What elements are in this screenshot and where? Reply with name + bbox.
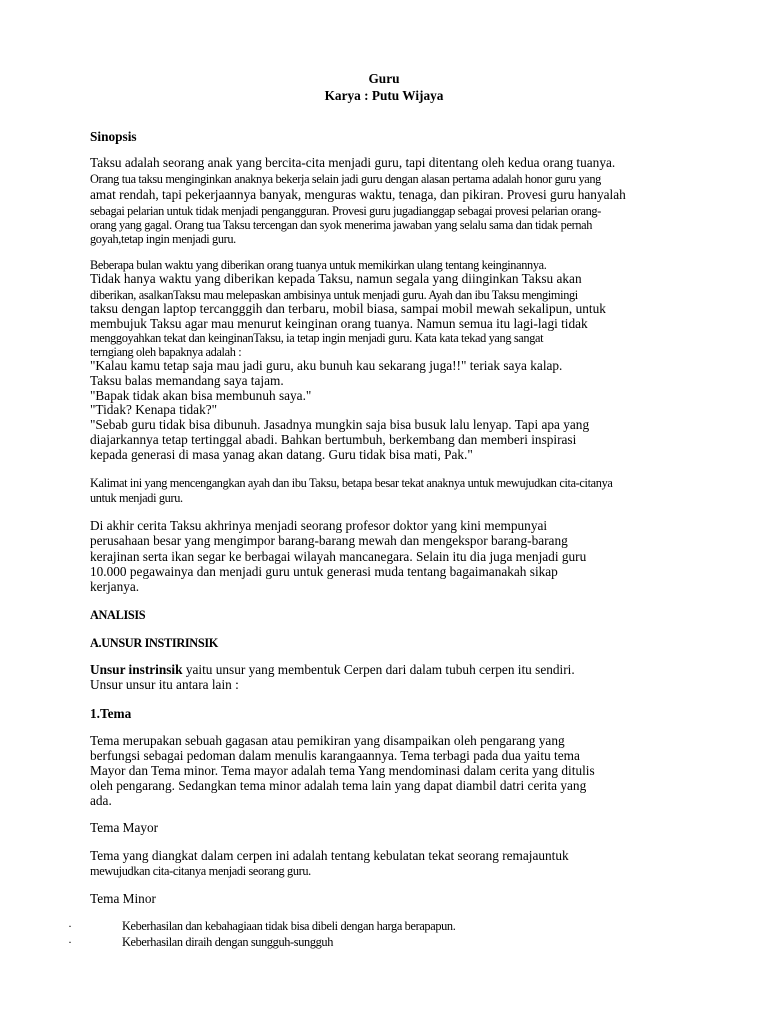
paragraph-line: Taksu adalah seorang anak yang bercita-cita menjadi guru, tapi ditentang oleh kedua orang tuanya.	[90, 155, 616, 170]
paragraph-line: Mayor dan Tema minor. Tema mayor adalah tema Yang mendominasi dalam cerita yang ditulis	[90, 763, 595, 778]
tema-minor-heading: Tema Minor	[90, 891, 156, 906]
paragraph-line: Tema merupakan sebuah gagasan atau pemikiran yang disampaikan oleh pengarang yang	[90, 733, 565, 748]
paragraph-line: Tidak hanya waktu yang diberikan kepada Taksu, namun segala yang diinginkan Taksu akan	[90, 271, 582, 286]
dialogue-line: "Tidak? Kenapa tidak?"	[90, 402, 218, 417]
paragraph-line: ada.	[90, 793, 112, 808]
dialogue-line: Taksu balas memandang saya tajam.	[90, 373, 284, 388]
dialogue-line: kepada generasi di masa yanag akan datang. Guru tidak bisa mati, Pak."	[90, 447, 473, 462]
paragraph-line: Tema yang diangkat dalam cerpen ini adalah tentang kebulatan tekat seorang remajauntuk	[90, 848, 569, 863]
list-item: Keberhasilan dan kebahagiaan tidak bisa dibeli dengan harga berapapun.	[122, 919, 456, 933]
paragraph-line: Kalimat ini yang mencengangkan ayah dan ibu Taksu, betapa besar tekat anaknya untuk mewujudkan cita-citanya	[90, 476, 613, 490]
unsur-term: Unsur instrinsik	[90, 662, 183, 677]
paragraph-line: goyah,tetap ingin menjadi guru.	[90, 232, 236, 246]
paragraph-line: kerajinan serta ikan segar ke berbagai wilayah mancanegara. Selain itu dia juga menjadi guru	[90, 549, 587, 564]
paragraph-line: 10.000 pegawainya dan menjadi guru untuk generasi muda tentang bagaimanakah sikap	[90, 564, 558, 579]
tema-heading: 1.Tema	[90, 706, 132, 721]
bullet-icon: ·	[68, 919, 72, 933]
paragraph-line: perusahaan besar yang mengimpor barang-barang mewah dan mengekspor barang-barang	[90, 533, 568, 548]
paragraph-line: Unsur unsur itu antara lain :	[90, 677, 239, 692]
sinopsis-heading: Sinopsis	[90, 129, 137, 144]
unsur-heading: A.UNSUR INSTIRINSIK	[90, 636, 218, 650]
paragraph-line: Di akhir cerita Taksu akhrinya menjadi seorang profesor doktor yang kini mempunyai	[90, 518, 548, 533]
paragraph-line: Orang tua taksu menginginkan anaknya bekerja selain jadi guru dengan alasan pertama adalah honor guru yang	[90, 172, 601, 186]
unsur-definition-text: yaitu unsur yang membentuk Cerpen dari dalam tubuh cerpen itu sendiri.	[182, 662, 575, 677]
paragraph-line: kerjanya.	[90, 579, 140, 594]
document-title: Guru	[368, 71, 400, 86]
paragraph-line: oleh pengarang. Sedangkan tema minor adalah tema lain yang dapat diambil datri cerita yang	[90, 778, 587, 793]
paragraph-line: membujuk Taksu agar mau menurut keinginan orang tuanya. Namun semua itu lagi-lagi tidak	[90, 316, 588, 331]
dialogue-line: "Bapak tidak akan bisa membunuh saya."	[90, 388, 312, 403]
tema-mayor-heading: Tema Mayor	[90, 820, 159, 835]
analisis-heading: ANALISIS	[90, 608, 146, 622]
paragraph-line: mewujudkan cita-citanya menjadi seorang guru.	[90, 864, 311, 878]
unsur-definition	[90, 662, 575, 678]
dialogue-line: "Sebab guru tidak bisa dibunuh. Jasadnya mungkin saja bisa busuk lalu lenyap. Tapi apa yang	[90, 417, 590, 432]
dialogue-line: diajarkannya tetap tertinggal abadi. Bahkan bertumbuh, berkembang dan memberi inspirasi	[90, 432, 577, 447]
paragraph-line: orang yang gagal. Orang tua Taksu tercengan dan syok menerima jawaban yang selalu sama dan tidak pernah	[90, 218, 593, 232]
document-author: Karya : Putu Wijaya	[324, 88, 444, 103]
paragraph-line: sebagai pelarian untuk tidak menjadi pengangguran. Provesi guru jugadianggap sebagai provesi pelarian orang-	[90, 204, 601, 218]
paragraph-line: diberikan, asalkanTaksu mau melepaskan ambisinya untuk menjadi guru. Ayah dan ibu Taksu mengimingi	[90, 288, 578, 302]
list-item: Keberhasilan diraih dengan sungguh-sungguh	[122, 935, 334, 949]
paragraph-line: terngiang oleh bapaknya adalah :	[90, 345, 242, 359]
paragraph-line: berfungsi sebagai pedoman dalam menulis karangaannya. Tema terbagi pada dua yaitu tema	[90, 748, 580, 763]
paragraph-line: amat rendah, tapi pekerjaannya banyak, menguras waktu, tenaga, dan pikiran. Provesi guru hanyalah	[90, 187, 626, 202]
paragraph-line: taksu dengan laptop tercangggih dan terbaru, mobil biasa, sampai mobil mewah sekalipun, untuk	[90, 301, 606, 316]
paragraph-line: Beberapa bulan waktu yang diberikan orang tuanya untuk memikirkan ulang tentang keinginannya.	[90, 258, 547, 272]
dialogue-line: "Kalau kamu tetap saja mau jadi guru, aku bunuh kau sekarang juga!!" teriak saya kalap.	[90, 358, 563, 373]
bullet-icon: ·	[68, 935, 72, 949]
paragraph-line: menggoyahkan tekat dan keinginanTaksu, ia tetap ingin menjadi guru. Kata kata tekad yang sangat	[90, 331, 544, 345]
paragraph-line: untuk menjadi guru.	[90, 491, 183, 505]
